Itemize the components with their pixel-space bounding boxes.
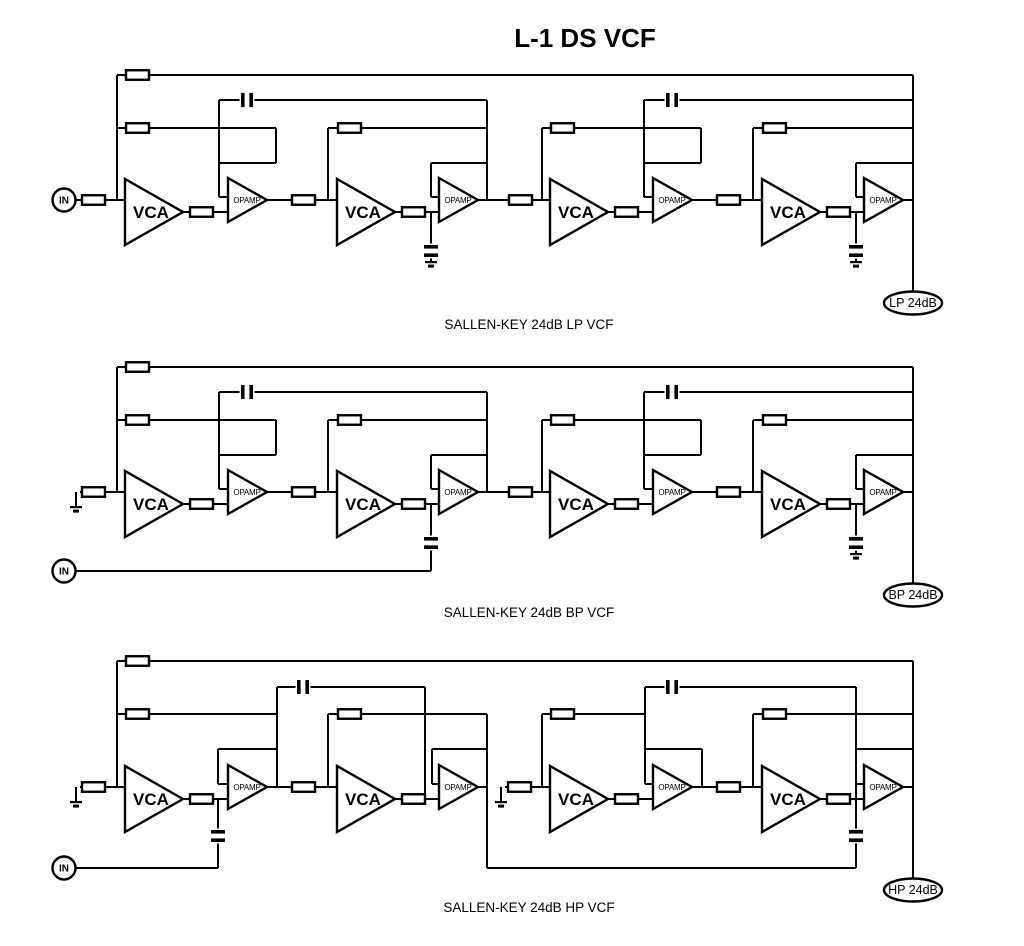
resistor	[717, 195, 740, 205]
resistor	[338, 709, 361, 719]
cap-plate	[666, 680, 670, 694]
resistor	[82, 487, 105, 497]
ground-icon	[850, 553, 862, 560]
resistor	[763, 123, 786, 133]
ground-bar	[425, 261, 437, 263]
cap-plate	[849, 537, 863, 541]
capacitor-icon	[423, 244, 439, 259]
cap-plate	[424, 537, 438, 541]
cap-plate	[849, 838, 863, 842]
opamp-label: OPAMP	[869, 783, 897, 792]
ground-icon	[70, 506, 82, 513]
opamp-label: OPAMP	[869, 196, 897, 205]
cap-plate	[424, 245, 438, 249]
cap-plate	[849, 245, 863, 249]
page-title: L-1 DS VCF	[514, 23, 656, 53]
cap-plate	[241, 385, 245, 399]
output-terminal-label: BP 24dB	[888, 588, 938, 602]
circuit-caption: SALLEN-KEY 24dB HP VCF	[443, 900, 615, 915]
resistor	[292, 487, 315, 497]
vca-label: VCA	[558, 495, 594, 514]
cap-plate	[424, 253, 438, 257]
circuit-caption: SALLEN-KEY 24dB LP VCF	[444, 317, 614, 332]
cap-plate	[424, 545, 438, 549]
circuit-lp	[53, 70, 943, 332]
resistor	[551, 123, 574, 133]
capacitor-icon	[848, 244, 864, 259]
cap-plate	[666, 93, 670, 107]
resistor	[338, 123, 361, 133]
capacitor-icon	[240, 384, 255, 400]
capacitor-icon	[210, 829, 226, 844]
opamp-label: OPAMP	[444, 196, 472, 205]
resistor	[509, 487, 532, 497]
resistor	[763, 709, 786, 719]
resistor	[82, 195, 105, 205]
resistor	[827, 499, 850, 509]
cap-plate	[249, 93, 253, 107]
ground-icon	[425, 261, 437, 268]
vca-label: VCA	[770, 203, 806, 222]
ground-bar	[428, 265, 434, 268]
ground-icon	[70, 801, 82, 808]
cap-plate	[849, 830, 863, 834]
resistor	[402, 499, 425, 509]
capacitor-icon	[665, 384, 680, 400]
cap-plate	[211, 830, 225, 834]
resistor	[126, 709, 149, 719]
resistor	[717, 487, 740, 497]
resistor	[126, 415, 149, 425]
resistor	[717, 782, 740, 792]
diagram-title-group	[514, 23, 656, 53]
opamp-label: OPAMP	[233, 783, 261, 792]
resistor	[190, 794, 213, 804]
ground-bar	[853, 265, 859, 268]
ground-icon	[850, 261, 862, 268]
resistor	[615, 499, 638, 509]
vca-label: VCA	[558, 790, 594, 809]
resistor	[402, 794, 425, 804]
cap-plate	[241, 93, 245, 107]
capacitor-icon	[665, 92, 680, 108]
resistor	[126, 70, 149, 80]
capacitor-icon	[848, 829, 864, 844]
resistor	[615, 794, 638, 804]
resistor	[126, 123, 149, 133]
vca-label: VCA	[133, 495, 169, 514]
output-terminal-label: LP 24dB	[889, 296, 937, 310]
cap-plate	[666, 385, 670, 399]
cap-plate	[674, 93, 678, 107]
capacitor-icon	[848, 536, 864, 551]
ground-bar	[853, 557, 859, 560]
resistor	[827, 207, 850, 217]
opamp-label: OPAMP	[444, 488, 472, 497]
capacitor-icon	[296, 679, 311, 695]
cap-plate	[674, 385, 678, 399]
ground-icon	[495, 801, 507, 808]
circuit-bp	[53, 362, 943, 620]
resistor	[190, 207, 213, 217]
capacitor-icon	[240, 92, 255, 108]
opamp-label: OPAMP	[233, 196, 261, 205]
opamp-label: OPAMP	[233, 488, 261, 497]
input-terminal-label: IN	[59, 863, 69, 875]
resistor	[615, 207, 638, 217]
cap-plate	[849, 253, 863, 257]
opamp-label: OPAMP	[658, 488, 686, 497]
cap-plate	[849, 545, 863, 549]
cap-plate	[249, 385, 253, 399]
circuit-hp	[53, 656, 943, 915]
vca-label: VCA	[345, 495, 381, 514]
ground-bar	[498, 805, 504, 808]
opamp-label: OPAMP	[869, 488, 897, 497]
ground-bar	[850, 553, 862, 555]
ground-bar	[495, 801, 507, 803]
circuit-caption: SALLEN-KEY 24dB BP VCF	[443, 605, 615, 620]
resistor	[551, 415, 574, 425]
vca-label: VCA	[345, 790, 381, 809]
capacitor-icon	[423, 536, 439, 551]
resistor	[292, 195, 315, 205]
capacitor-icon	[665, 679, 680, 695]
resistor	[551, 709, 574, 719]
cap-plate	[297, 680, 301, 694]
resistor	[509, 195, 532, 205]
vca-label: VCA	[558, 203, 594, 222]
ground-bar	[70, 801, 82, 803]
resistor	[338, 415, 361, 425]
resistor	[82, 782, 105, 792]
cap-plate	[211, 838, 225, 842]
cap-plate	[305, 680, 309, 694]
opamp-label: OPAMP	[658, 783, 686, 792]
vca-label: VCA	[770, 790, 806, 809]
resistor	[763, 415, 786, 425]
cap-plate	[674, 680, 678, 694]
resistor	[402, 207, 425, 217]
opamp-label: OPAMP	[444, 783, 472, 792]
resistor	[190, 499, 213, 509]
ground-bar	[73, 805, 79, 808]
input-terminal-label: IN	[59, 566, 69, 578]
resistor	[827, 794, 850, 804]
vca-label: VCA	[770, 495, 806, 514]
input-terminal-label: IN	[59, 195, 69, 207]
ground-bar	[73, 510, 79, 513]
ground-bar	[850, 261, 862, 263]
resistor	[126, 656, 149, 666]
vca-label: VCA	[345, 203, 381, 222]
resistor	[508, 782, 531, 792]
output-terminal-label: HP 24dB	[888, 883, 938, 897]
ground-bar	[70, 506, 82, 508]
vca-label: VCA	[133, 203, 169, 222]
resistor	[292, 782, 315, 792]
opamp-label: OPAMP	[658, 196, 686, 205]
vca-label: VCA	[133, 790, 169, 809]
resistor	[126, 362, 149, 372]
